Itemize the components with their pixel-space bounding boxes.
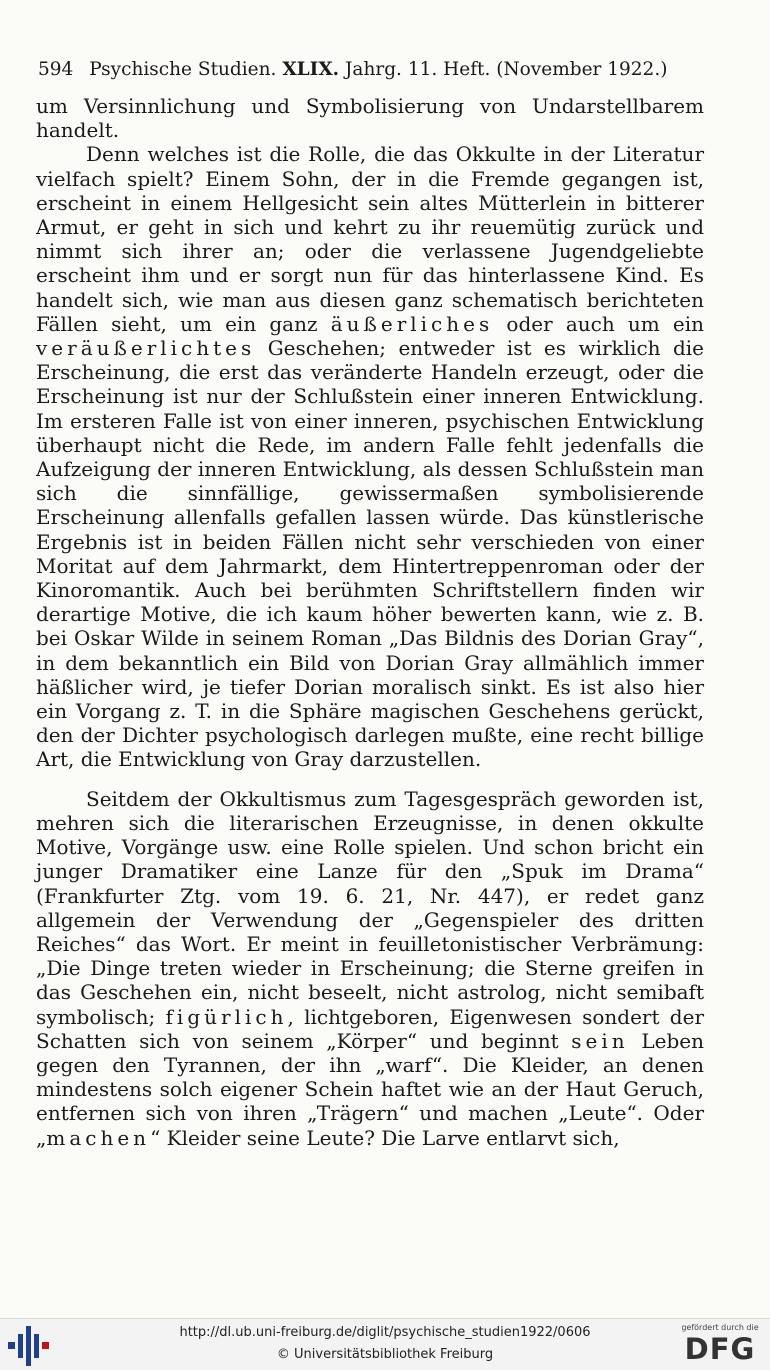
spaced-emphasis: machen [46, 1125, 151, 1150]
paragraph-continuation: um Versinnlichung und Symbolisierung von Undarstellbarem handelt. [36, 94, 704, 143]
text-run: Geschehen; entweder ist es wirklich die Erscheinung, die erst das veränderte Handeln erzeugt, oder die Erscheinung ist nur der Schlußstein einer inneren Entwicklung. Im ersteren Falle ist von einer inneren, psychischen Entwicklung überhaupt nicht die Rede, im andern Falle fehlt jedenfalls die Aufzeigung der inneren Entwicklung, als dessen Schlußstein man sich die sinnfällige, gewissermaßen symbolisierende Erscheinung allenfalls gefallen lassen würde. Das künstlerische Ergebnis ist in beiden Fällen nicht sehr verschieden von einer Moritat auf dem Jahrmarkt, dem Hintertreppenroman oder der Kinoromantik. Auch bei berühmten Schriftstellern finden wir derartige Motive, die ich kaum höher bewerten kann, wie z. B. bei Oskar Wilde in seinem Roman „Das Bildnis des Dorian Gray“, in dem bekanntlich ein Bild von Dorian Gray allmählich immer häßlicher wird, je tiefer Dorian moralisch sinkt. Es ist also hier ein Vorgang z. T. in die Sphäre magischen Geschehens gerückt, den der Dichter psychologisch darlegen mußte, eine recht billige Art, die Entwicklung von Gray darzustellen. [36, 336, 704, 772]
permalink-url[interactable]: http://dl.ub.uni-freiburg.de/diglit/psychische_studien1922/0606 [179, 1325, 591, 1340]
spaced-emphasis: figürlich [165, 1004, 288, 1029]
spaced-emphasis: äußerliches [330, 311, 494, 336]
spaced-emphasis: sein [571, 1028, 629, 1053]
volume-number: XLIX. [282, 59, 340, 80]
journal-title: Psychische Studien. [89, 59, 277, 80]
text-run: Denn welches ist die Rolle, die das Okkulte in der Literatur vielfach spielt? Einem Sohn, der in die Fremde gegangen ist, erscheint in einem Hellgesicht sein altes Mütterlein in bitterer Armut, er geht in sich und kehrt zu ihr reuemütig zurück und nimmt sich ihrer an; oder die verlassene Jugendgeliebte erscheint ihm und er sorgt nun für das hinterlassene Kind. Es handelt sich, wie man aus diesen ganz schematisch berichteten Fällen sieht, um ein ganz [36, 142, 704, 336]
text-run: , lichtgeboren, Eigenwesen sondert der Schatten sich von seinem „Körper“ und beginnt [36, 1004, 705, 1053]
issue-info: Jahrg. 11. Heft. (November 1922.) [345, 59, 668, 80]
dfg-logo-icon: DFG [684, 1332, 756, 1366]
viewer-footer [0, 1318, 770, 1370]
running-head [38, 58, 678, 82]
text-run: “ Kleider seine Leute? Die Larve entlarvt sich, [150, 1125, 620, 1150]
paragraph-okkulte-rolle [36, 142, 704, 771]
funding-note: gefördert durch die [681, 1323, 759, 1332]
spaced-emphasis: veräußerlichtes [36, 336, 256, 361]
dfg-funding-logo [678, 1323, 762, 1367]
text-run: Leben gegen den Tyrannen, der ihn „warf“. Die Kleider, an denen mindestens solch eigener Schein haftet wie an der Haut Geruch, entfernen sich von ihren „Trägern“ und machen „Leute“. Oder „ [36, 1028, 704, 1150]
paragraph-okkultismus [36, 787, 704, 1150]
text-run: Seitdem der Okkultismus zum Tagesgespräch geworden ist, mehren sich die literarischen Erzeugnisse, in denen okkulte Motive, Vorgänge usw. eine Rolle spielen. Und schon bricht ein junger Dramatiker eine Lanze für den „Spuk im Drama“ (Frankfurter Ztg. vom 19. 6. 21, Nr. 447), er redet ganz allgemein der Verwendung der „Gegenspieler des dritten Reiches“ das Wort. Er meint in feuilletonistischer Verbrämung: „Die Dinge treten wieder in Erscheinung; die Sterne greifen in das Geschehen ein, nicht beseelt, nicht astrolog, nicht semibaft symbolisch; [36, 786, 704, 1029]
body-text [36, 94, 704, 1150]
copyright-notice: © Universitätsbibliothek Freiburg [276, 1347, 494, 1362]
text-run: oder auch um ein [493, 311, 704, 336]
page-number: 594 [38, 59, 74, 80]
